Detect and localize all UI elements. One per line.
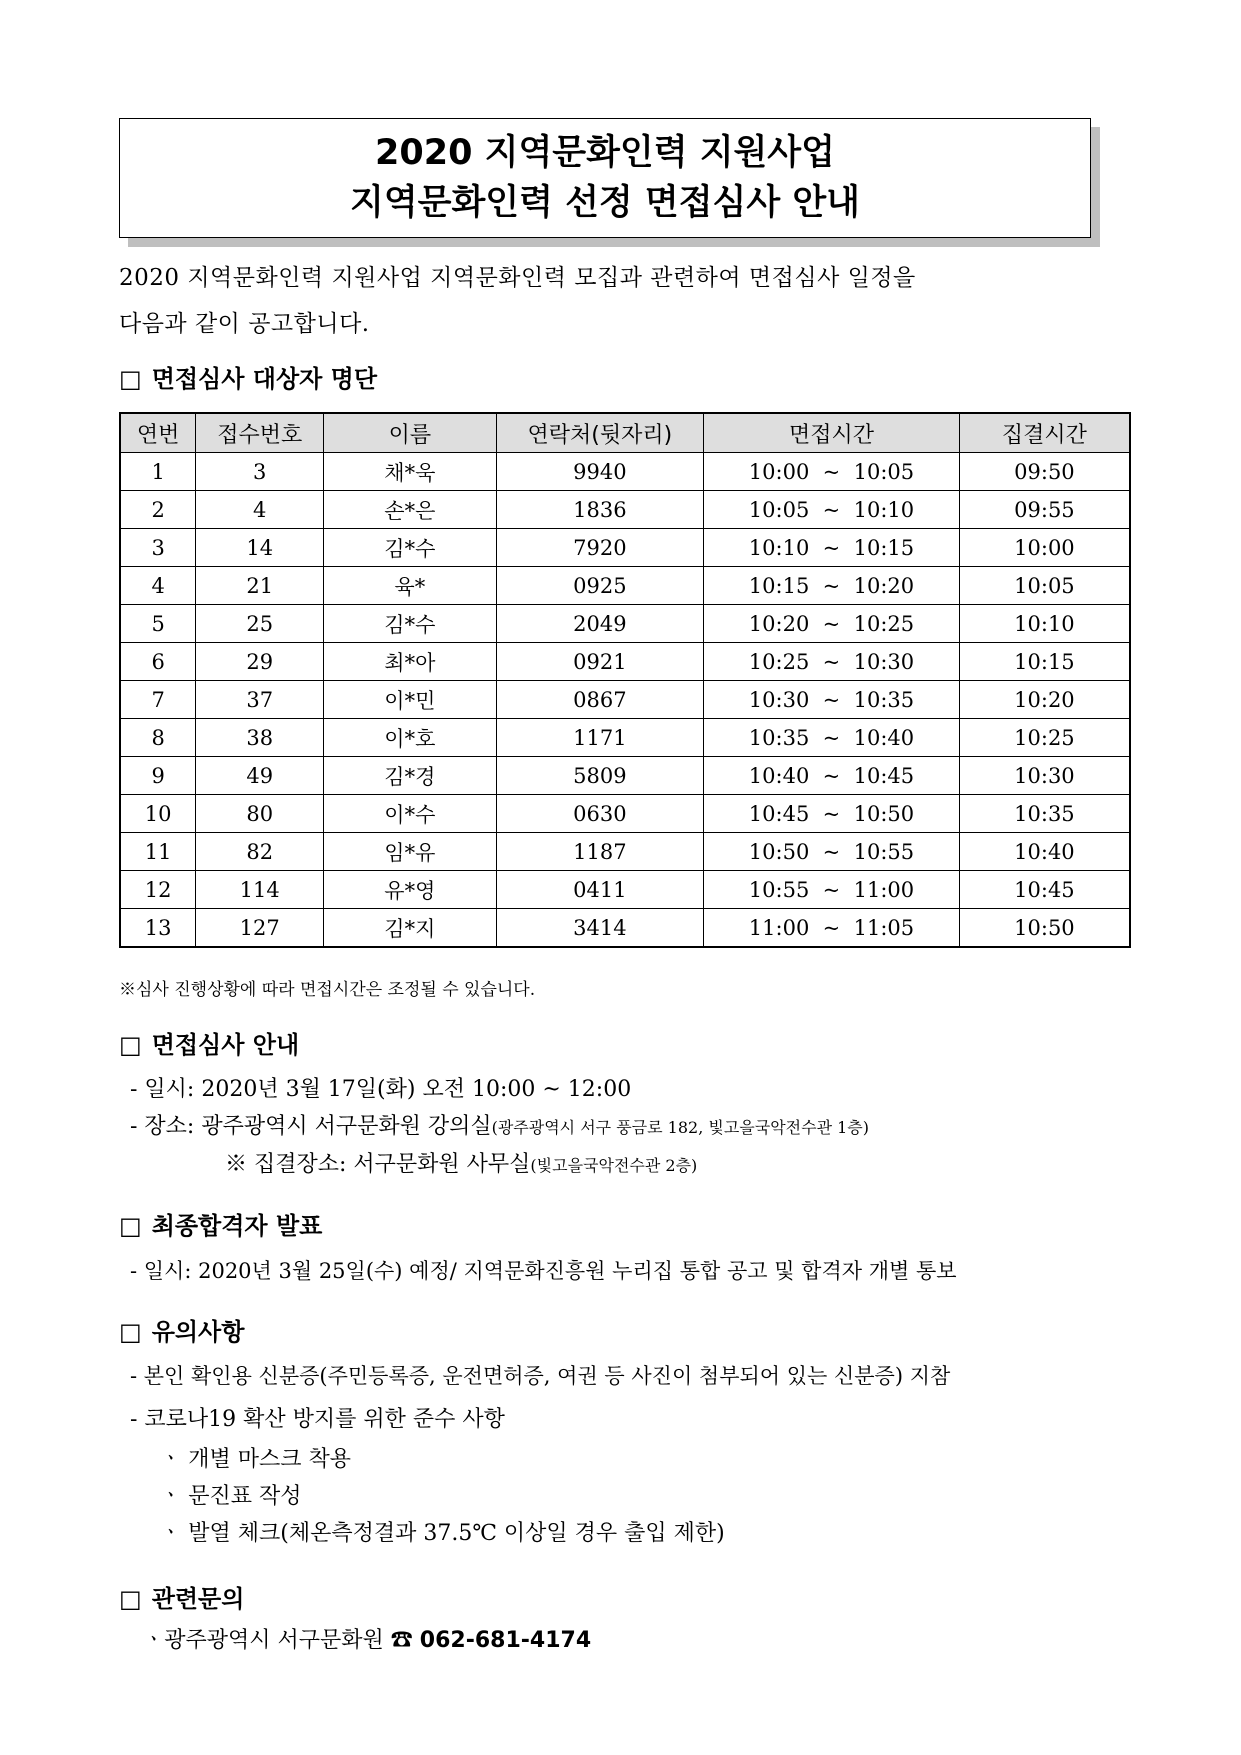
section-heading-contact [119,1584,244,1614]
table-row [120,871,1130,909]
phone-icon: ☎ [390,1628,413,1653]
cell-no: 7 [120,681,196,719]
cell-receipt: 82 [196,833,324,871]
guide-place-detail: (광주광역시 서구 풍금로 182, 빛고을국악전수관 1층) [491,1118,869,1137]
cell-receipt: 25 [196,605,324,643]
cell-receipt: 38 [196,719,324,757]
cell-no: 9 [120,757,196,795]
checkbox-square-icon: □ [119,1318,142,1346]
cell-receipt: 49 [196,757,324,795]
cell-name: 김*수 [324,605,497,643]
caution-sub-mask: ㆍ 개별 마스크 착용 [160,1447,351,1472]
cell-gather-time: 10:15 [959,643,1130,681]
cell-receipt: 21 [196,567,324,605]
table-row [120,757,1130,795]
contact-phone: 062-681-4174 [419,1628,592,1653]
checkbox-square-icon: □ [119,365,142,393]
checkbox-square-icon: □ [119,1031,142,1059]
table-row [120,453,1130,491]
table-row [120,491,1130,529]
cell-no: 5 [120,605,196,643]
section-heading-final [119,1211,322,1241]
cell-name: 임*유 [324,833,497,871]
header-receipt: 접수번호 [196,413,324,453]
cell-receipt: 4 [196,491,324,529]
cell-contact: 3414 [496,909,704,948]
contact-org: ㆍ광주광역시 서구문화원 [143,1628,384,1653]
cell-no: 4 [120,567,196,605]
final-date: - 일시: 2020년 3월 25일(수) 예정/ 지역문화진흥원 누리집 통합 공고 및 합격자 개별 통보 [130,1259,957,1283]
cell-contact: 7920 [496,529,704,567]
guide-gather-place [225,1150,697,1181]
cell-interview-time: 10:00 ~ 10:05 [704,453,960,491]
cell-interview-time: 10:55 ~ 11:00 [704,871,960,909]
cell-name: 최*아 [324,643,497,681]
section-heading-guide [119,1030,299,1060]
cell-receipt: 14 [196,529,324,567]
header-no: 연번 [120,413,196,453]
title-box [119,118,1091,238]
guide-gather-main: ※ 집결장소: 서구문화원 사무실 [225,1152,531,1177]
cell-interview-time: 10:05 ~ 10:10 [704,491,960,529]
cell-gather-time: 10:25 [959,719,1130,757]
cell-name: 이*수 [324,795,497,833]
caution-item-covid: - 코로나19 확산 방지를 위한 준수 사항 [130,1407,505,1432]
cell-no: 10 [120,795,196,833]
header-name: 이름 [324,413,497,453]
cell-no: 3 [120,529,196,567]
roster-table [119,412,1131,948]
cell-name: 유*영 [324,871,497,909]
contact-line [143,1626,591,1656]
title-line-1: 2020 지역문화인력 지원사업 [375,133,835,173]
cell-interview-time: 10:35 ~ 10:40 [704,719,960,757]
intro-line-1: 2020 지역문화인력 지원사업 지역문화인력 모집과 관련하여 면접심사 일정을 [119,265,916,291]
table-row [120,833,1130,871]
title-line-2: 지역문화인력 선정 면접심사 안내 [350,183,860,223]
table-row [120,529,1130,567]
checkbox-square-icon: □ [119,1212,142,1240]
cell-name: 이*민 [324,681,497,719]
checkbox-square-icon: □ [119,1585,142,1613]
intro-line-2: 다음과 같이 공고합니다. [119,311,370,337]
cell-no: 11 [120,833,196,871]
cell-contact: 0925 [496,567,704,605]
cell-gather-time: 10:45 [959,871,1130,909]
cell-contact: 1187 [496,833,704,871]
cell-gather-time: 09:50 [959,453,1130,491]
cell-receipt: 37 [196,681,324,719]
cell-receipt: 80 [196,795,324,833]
table-row [120,605,1130,643]
section-title: 면접심사 안내 [151,1031,300,1059]
cell-no: 6 [120,643,196,681]
table-row [120,719,1130,757]
table-row [120,681,1130,719]
cell-interview-time: 10:40 ~ 10:45 [704,757,960,795]
cell-interview-time: 10:30 ~ 10:35 [704,681,960,719]
table-row [120,909,1130,948]
header-interview-time: 면접시간 [704,413,960,453]
section-heading-caution [119,1317,244,1347]
cell-no: 2 [120,491,196,529]
cell-gather-time: 10:00 [959,529,1130,567]
cell-name: 김*수 [324,529,497,567]
caution-sub-fever: ㆍ 발열 체크(체온측정결과 37.5℃ 이상일 경우 출입 제한) [160,1521,725,1546]
header-contact: 연락처(뒷자리) [496,413,704,453]
cell-interview-time: 10:20 ~ 10:25 [704,605,960,643]
guide-gather-detail: (빛고을국악전수관 2층) [530,1156,698,1175]
table-row [120,567,1130,605]
table-header-row [120,413,1130,453]
caution-item-id: - 본인 확인용 신분증(주민등록증, 운전면허증, 여권 등 사진이 첨부되어 있는 신분증) 지참 [130,1364,951,1388]
section-heading-roster [119,364,377,394]
section-title: 유의사항 [151,1318,245,1346]
cell-contact: 0411 [496,871,704,909]
cell-gather-time: 10:30 [959,757,1130,795]
guide-place-main: - 장소: 광주광역시 서구문화원 강의실 [130,1114,492,1139]
cell-no: 12 [120,871,196,909]
table-note: ※심사 진행상황에 따라 면접시간은 조정될 수 있습니다. [119,980,536,1000]
cell-no: 8 [120,719,196,757]
cell-gather-time: 10:35 [959,795,1130,833]
cell-gather-time: 10:50 [959,909,1130,948]
cell-interview-time: 10:15 ~ 10:20 [704,567,960,605]
cell-contact: 2049 [496,605,704,643]
cell-interview-time: 11:00 ~ 11:05 [704,909,960,948]
cell-receipt: 127 [196,909,324,948]
caution-sub-questionnaire: ㆍ 문진표 작성 [160,1484,302,1509]
cell-interview-time: 10:45 ~ 10:50 [704,795,960,833]
cell-interview-time: 10:50 ~ 10:55 [704,833,960,871]
header-gather-time: 집결시간 [959,413,1130,453]
cell-receipt: 29 [196,643,324,681]
cell-contact: 1836 [496,491,704,529]
cell-name: 육* [324,567,497,605]
cell-contact: 0921 [496,643,704,681]
cell-name: 김*지 [324,909,497,948]
cell-name: 채*욱 [324,453,497,491]
cell-interview-time: 10:25 ~ 10:30 [704,643,960,681]
section-title: 관련문의 [151,1585,245,1613]
cell-contact: 1171 [496,719,704,757]
cell-gather-time: 10:20 [959,681,1130,719]
cell-no: 13 [120,909,196,948]
cell-name: 김*경 [324,757,497,795]
section-title: 면접심사 대상자 명단 [151,365,378,393]
cell-interview-time: 10:10 ~ 10:15 [704,529,960,567]
guide-place [130,1112,869,1143]
cell-gather-time: 09:55 [959,491,1130,529]
intro-paragraph [119,255,1119,347]
cell-gather-time: 10:10 [959,605,1130,643]
cell-receipt: 3 [196,453,324,491]
table-body [120,453,1130,948]
table-row [120,643,1130,681]
cell-receipt: 114 [196,871,324,909]
cell-no: 1 [120,453,196,491]
table-row [120,795,1130,833]
cell-contact: 0630 [496,795,704,833]
cell-name: 손*은 [324,491,497,529]
cell-contact: 0867 [496,681,704,719]
section-title: 최종합격자 발표 [151,1212,323,1240]
guide-date: - 일시: 2020년 3월 17일(화) 오전 10:00 ~ 12:00 [130,1077,632,1102]
cell-gather-time: 10:40 [959,833,1130,871]
cell-contact: 5809 [496,757,704,795]
cell-name: 이*호 [324,719,497,757]
cell-contact: 9940 [496,453,704,491]
cell-gather-time: 10:05 [959,567,1130,605]
